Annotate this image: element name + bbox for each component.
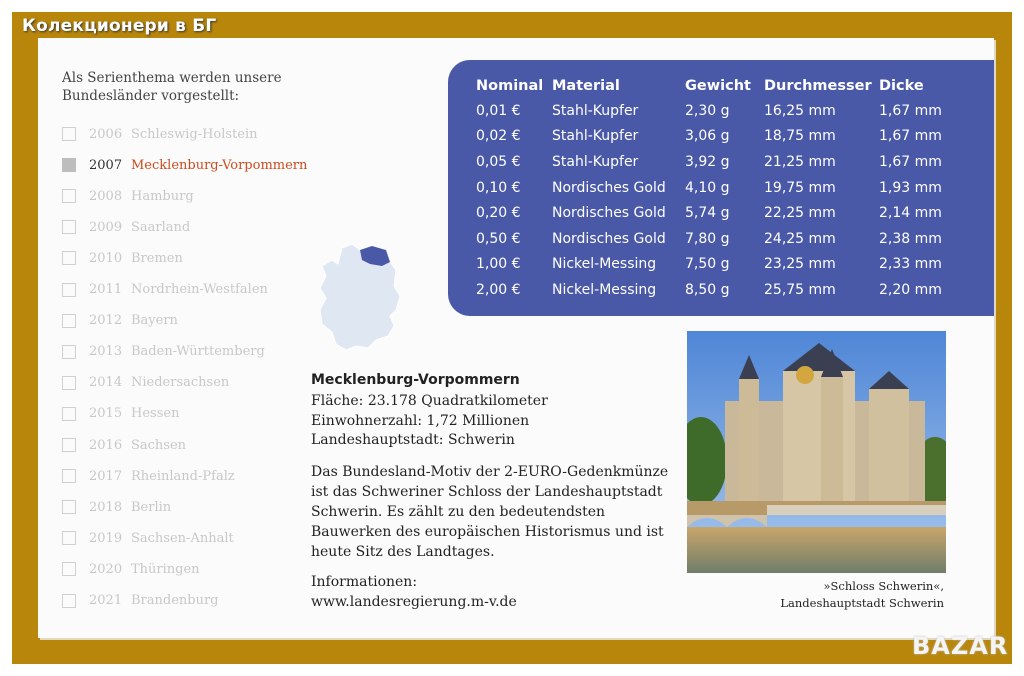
cell-nominal: 0,10 € [476,179,521,196]
state-item [62,280,268,300]
cell-material: Nordisches Gold [552,179,666,196]
table-row [476,124,949,150]
state-item [62,591,219,611]
germany-map [312,240,404,352]
info-area: Fläche: 23.178 Quadratkilometer [311,393,548,409]
state-item [62,466,235,486]
state-year: 2021 [89,593,123,608]
state-year: 2008 [89,188,123,204]
cell-nominal: 0,02 € [476,128,521,145]
state-year: 2015 [89,406,123,422]
info-label: Informationen: [311,574,418,590]
cell-weight: 5,74 g [685,205,730,222]
cell-nominal: 0,50 € [476,230,521,247]
state-checkbox [62,220,76,234]
cell-thickness: 2,20 mm [879,281,942,298]
table-row [476,200,949,226]
cell-nominal: 0,20 € [476,205,521,222]
state-name: Berlin [131,499,172,515]
state-checkbox [62,500,76,514]
state-item [62,311,178,331]
table-row [476,226,949,252]
info-capital: Landeshauptstadt: Schwerin [311,432,515,448]
state-year: 2010 [89,250,123,266]
cell-thickness: 1,67 mm [879,128,942,145]
state-year: 2017 [89,468,123,484]
cell-weight: 2,30 g [685,102,730,119]
state-checkbox [62,376,76,390]
intro-text [62,69,302,105]
state-name: Schleswig-Holstein [131,126,258,142]
coin-specs-panel [448,60,994,316]
state-name: Hessen [131,406,180,422]
state-checkbox [62,127,76,141]
state-name: Bremen [131,250,183,266]
state-item [62,248,183,268]
state-year: 2012 [89,313,123,329]
cell-material: Stahl-Kupfer [552,153,639,170]
state-year: 2020 [89,561,123,577]
cell-diameter: 22,25 mm [764,205,836,222]
cell-material: Nordisches Gold [552,230,666,247]
state-checkbox [62,314,76,328]
cell-diameter: 25,75 mm [764,281,836,298]
info-website[interactable]: www.landesregierung.m-v.de [311,594,517,610]
cell-thickness: 2,33 mm [879,256,942,273]
cell-material: Nickel-Messing [552,256,657,273]
table-row [476,252,949,278]
state-year: 2016 [89,437,123,453]
table-row [476,277,949,303]
cell-thickness: 2,14 mm [879,205,942,222]
cell-material: Nickel-Messing [552,281,657,298]
state-checkbox [62,594,76,608]
cell-weight: 4,10 g [685,179,730,196]
cell-weight: 3,06 g [685,128,730,145]
state-name: Bayern [131,313,178,329]
cell-weight: 3,92 g [685,153,730,170]
state-checkbox [62,562,76,576]
state-year: 2011 [89,282,123,297]
watermark-bottom: BAZAR [912,632,1009,660]
cell-diameter: 21,25 mm [764,153,836,170]
state-checkbox [62,158,76,172]
state-year: 2009 [89,219,123,235]
cell-thickness: 2,38 mm [879,230,942,247]
info-description: Das Bundesland-Motiv der 2-EURO-Gedenkmünze ist das Schweriner Schloss der Landeshauptstadt Schwerin. Es zählt zu den bedeutendsten Bauwerken des europäischen Historismus und ist heute Sitz des Landtages. [311,464,669,560]
header-diameter: Durchmesser [764,78,872,94]
header-weight: Gewicht [685,78,751,94]
table-row [476,175,949,201]
state-checkbox [62,469,76,483]
state-year: 2019 [89,530,123,546]
info-title: Mecklenburg-Vorpommern [311,372,520,388]
state-name: Baden-Württemberg [131,344,265,360]
caption-line-2: Landeshauptstadt Schwerin [780,596,944,610]
cell-weight: 7,80 g [685,230,730,247]
state-item [62,186,194,206]
state-name: Thüringen [131,561,200,577]
state-item [62,155,307,175]
state-year: 2013 [89,344,123,360]
header-nominal: Nominal [476,78,544,94]
state-checkbox [62,251,76,265]
state-item [62,124,258,144]
state-name: Sachsen [131,437,187,453]
cell-diameter: 16,25 mm [764,102,836,119]
state-item [62,559,200,579]
cell-weight: 7,50 g [685,256,730,273]
cell-thickness: 1,67 mm [879,153,942,170]
cell-thickness: 1,67 mm [879,102,942,119]
cell-diameter: 19,75 mm [764,179,836,196]
state-item [62,404,179,424]
state-item [62,217,190,237]
cell-nominal: 1,00 € [476,256,521,273]
schloss-schwerin-photo [687,331,946,573]
cell-diameter: 18,75 mm [764,128,836,145]
watermark-top: Колекционери в БГ [22,16,217,36]
cell-material: Stahl-Kupfer [552,102,639,119]
state-item [62,373,229,393]
caption-line-1: »Schloss Schwerin«, [823,579,944,593]
state-checkbox [62,531,76,545]
cell-diameter: 24,25 mm [764,230,836,247]
state-checkbox [62,438,76,452]
cell-nominal: 2,00 € [476,281,521,298]
state-checkbox [62,407,76,421]
cell-material: Nordisches Gold [552,205,666,222]
intro-line-1: Als Serienthema werden unsere [62,70,282,86]
state-name: Nordrhein-Westfalen [131,282,268,297]
state-year: 2018 [89,499,123,515]
state-name: Mecklenburg-Vorpommern [131,157,308,173]
state-name: Niedersachsen [131,375,230,391]
state-checkbox [62,283,76,297]
state-item [62,435,186,455]
cell-thickness: 1,93 mm [879,179,942,196]
state-item [62,528,234,548]
table-header-row [476,74,949,98]
state-year: 2006 [89,126,123,142]
cell-weight: 8,50 g [685,281,730,298]
header-thickness: Dicke [879,78,924,94]
state-name: Hamburg [131,188,194,204]
cell-nominal: 0,01 € [476,102,521,119]
table-row [476,149,949,175]
state-name: Brandenburg [131,593,219,608]
state-name: Rheinland-Pfalz [131,468,235,484]
cell-diameter: 23,25 mm [764,256,836,273]
state-name: Saarland [131,219,191,235]
state-year: 2014 [89,375,123,391]
cell-nominal: 0,05 € [476,153,521,170]
state-checkbox [62,345,76,359]
header-material: Material [552,78,620,94]
photo-caption [780,578,944,612]
table-row [476,98,949,124]
state-name: Sachsen-Anhalt [131,530,234,546]
state-year: 2007 [89,157,123,173]
state-item [62,497,171,517]
state-item [62,342,265,362]
cell-material: Stahl-Kupfer [552,128,639,145]
intro-line-2: Bundesländer vorgestellt: [62,88,240,104]
state-checkbox [62,189,76,203]
coin-specs-table [476,74,949,303]
info-population: Einwohnerzahl: 1,72 Millionen [311,413,530,429]
